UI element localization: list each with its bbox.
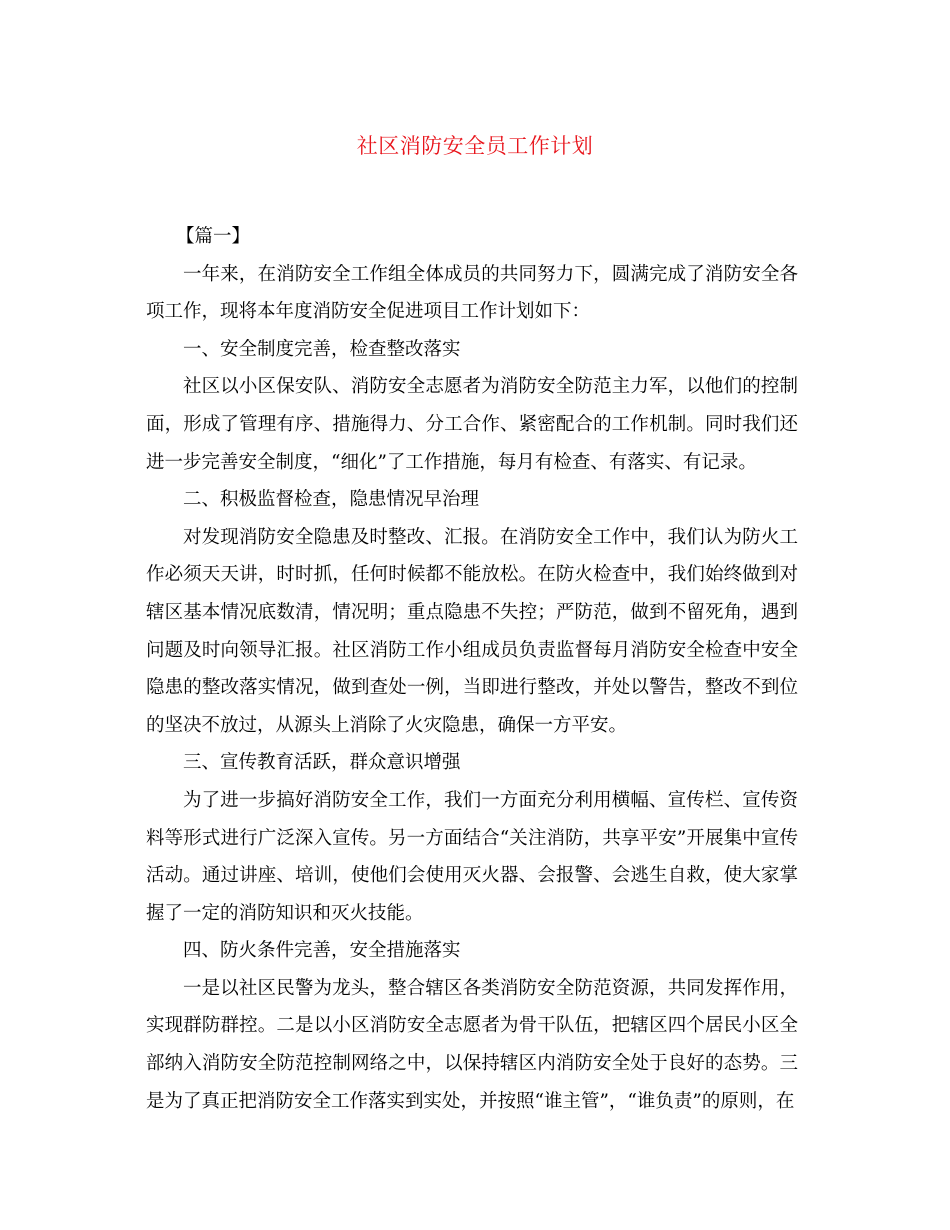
document-body bbox=[146, 218, 798, 1120]
section-label: 【篇一】 bbox=[176, 226, 251, 247]
paragraph-2: 对发现消防安全隐患及时整改、汇报。在消防安全工作中，我们认为防火工作必须天天讲，时时抓，任何时候都不能放松。在防火检查中，我们始终做到对辖区基本情况底数清，情况明；重点隐患不失控；严防范，做到不留死角，遇到问题及时向领导汇报。社区消防工作小组成员负责监督每月消防安全检查中安全隐患的整改落实情况，做到查处一例，当即进行整改，并处以警告，整改不到位的坚决不放过，从源头上消除了火灾隐患，确保一方平安。 bbox=[146, 526, 798, 736]
paragraph-4: 一是以社区民警为龙头，整合辖区各类消防安全防范资源，共同发挥作用，实现群防群控。二是以小区消防安全志愿者为骨干队伍，把辖区四个居民小区全部纳入消防安全防范控制网络之中，以保持辖区内消防安全处于良好的态势。三是为了真正把消防安全工作落实到实处，并按照“谁主管”，“谁负责”的原则，在 bbox=[146, 977, 798, 1112]
heading-3: 三、宣传教育活跃，群众意识增强 bbox=[183, 752, 461, 774]
paragraph-intro: 一年来，在消防安全工作组全体成员的共同努力下，圆满完成了消防安全各项工作，现将本年度消防安全促进项目工作计划如下： bbox=[146, 263, 798, 323]
paragraph-3: 为了进一步搞好消防安全工作，我们一方面充分利用横幅、宣传栏、宣传资料等形式进行广泛深入宣传。另一方面结合“关注消防，共享平安”开展集中宣传活动。通过讲座、培训，使他们会使用灭火器、会报警、会逃生自救，使大家掌握了一定的消防知识和灭火技能。 bbox=[146, 789, 798, 924]
heading-4: 四、防火条件完善，安全措施落实 bbox=[183, 940, 461, 962]
paragraph-1: 社区以小区保安队、消防安全志愿者为消防安全防范主力军，以他们的控制面，形成了管理有序、措施得力、分工合作、紧密配合的工作机制。同时我们还进一步完善安全制度，“细化”了工作措施，每月有检查、有落实、有记录。 bbox=[146, 376, 798, 473]
document-title: 社区消防安全员工作计划 bbox=[356, 134, 594, 158]
heading-1: 一、安全制度完善，检查整改落实 bbox=[183, 338, 461, 360]
heading-2: 二、积极监督检查，隐患情况早治理 bbox=[183, 489, 480, 511]
